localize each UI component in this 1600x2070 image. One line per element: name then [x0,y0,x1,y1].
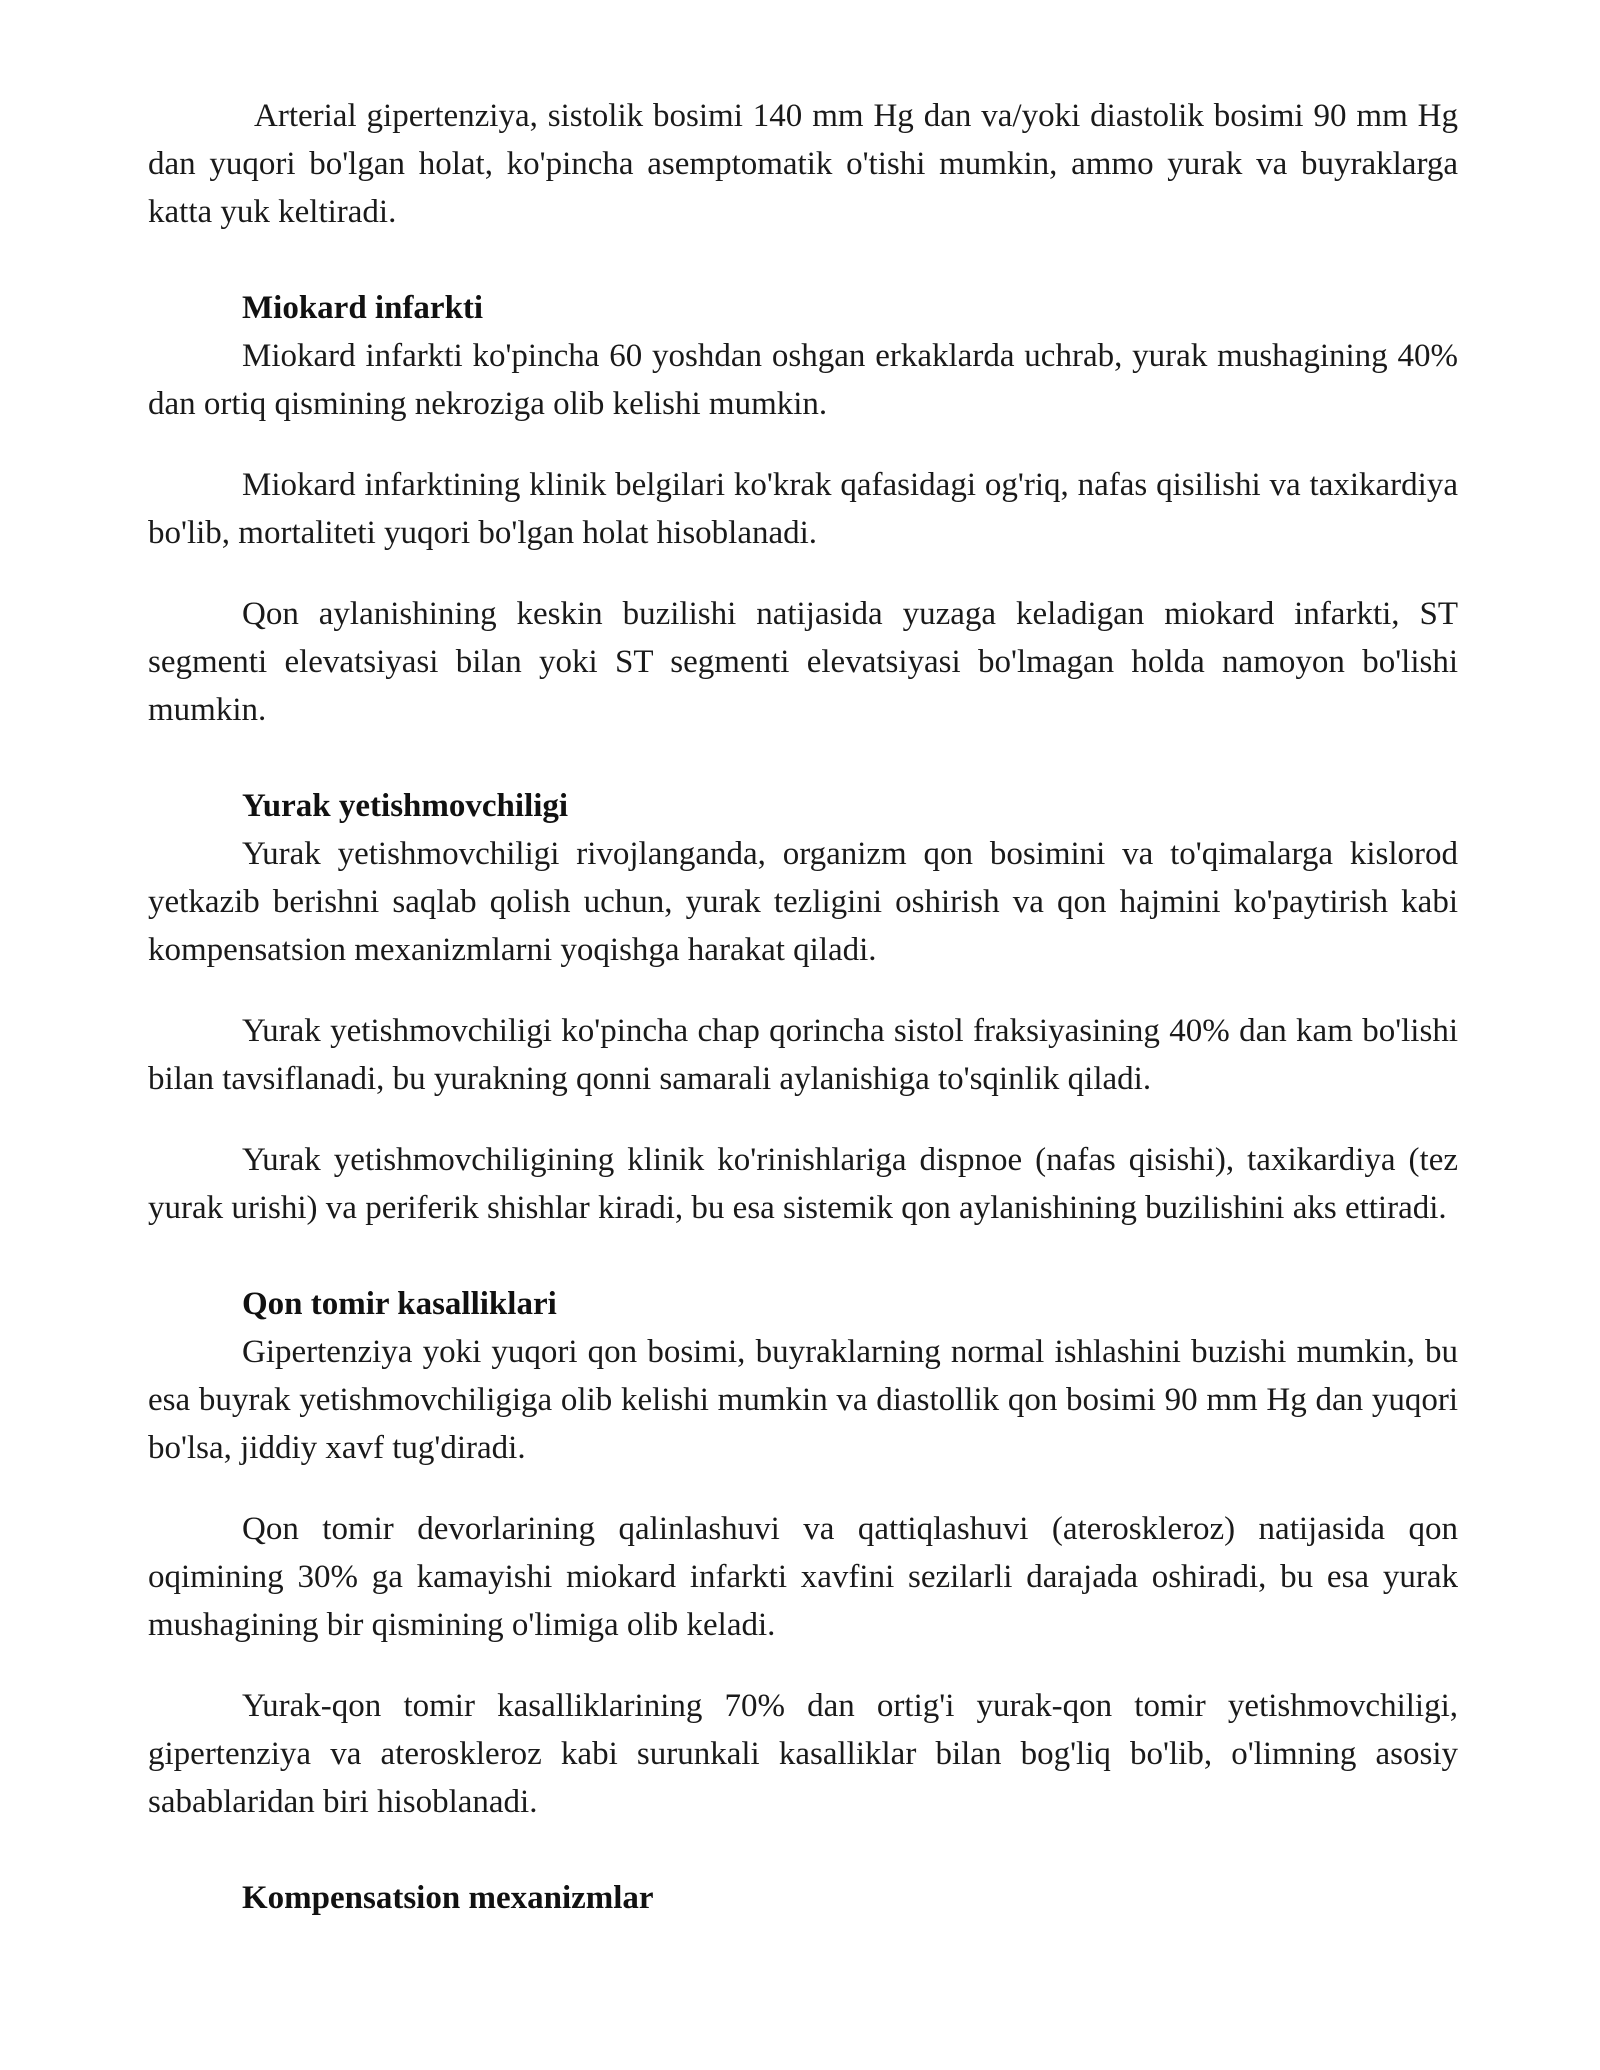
section-heading: Qon tomir kasalliklari [242,1286,557,1322]
paragraph: Miokard infarktining klinik belgilari ko'krak qafasidagi og'riq, nafas qisilishi va taxikardiya bo'lib, mortaliteti yuqori bo'lgan holat hisoblanadi. [148,467,1458,551]
paragraph: Gipertenziya yoki yuqori qon bosimi, buyraklarning normal ishlashini buzishi mumkin, bu esa buyrak yetishmovchiligiga olib kelishi mumkin va diastollik qon bosimi 90 mm Hg dan yuqori bo'lsa, jiddiy xavf tug'diradi. [148,1334,1458,1466]
section-heading: Yurak yetishmovchiligi [242,788,569,824]
paragraph: Yurak yetishmovchiligining klinik ko'rinishlariga dispnoe (nafas qisishi), taxikardiya (tez yurak urishi) va periferik shishlar kiradi, bu esa sistemik qon aylanishining buzilishini aks ettiradi. [148,1142,1458,1226]
section-heading: Miokard infarkti [242,290,484,326]
paragraph: Yurak-qon tomir kasalliklarining 70% dan ortig'i yurak-qon tomir yetishmovchiligi, gipertenziya va ateroskleroz kabi surunkali kasalliklar bilan bog'liq bo'lib, o'limning asosiy sabablaridan biri hisoblanadi. [148,1688,1458,1820]
section-qon-tomir-kasalliklari [148,1280,1458,1826]
section-yurak-yetishmovchiligi [148,782,1458,1232]
paragraph: Qon tomir devorlarining qalinlashuvi va qattiqlashuvi (ateroskleroz) natijasida qon oqimining 30% ga kamayishi miokard infarkti xavfini sezilarli darajada oshiradi, bu esa yurak mushagining bir qismining o'limiga olib keladi. [148,1511,1458,1643]
paragraph: Yurak yetishmovchiligi rivojlanganda, organizm qon bosimini va to'qimalarga kislorod yetkazib berishni saqlab qolish uchun, yurak tezligini oshirish va qon hajmini ko'paytirish kabi kompensatsion mexanizmlarni yoqishga harakat qiladi. [148,836,1458,968]
paragraph: Qon aylanishining keskin buzilishi natijasida yuzaga keladigan miokard infarkti, ST segmenti elevatsiyasi bilan yoki ST segmenti elevatsiyasi bo'lmagan holda namoyon bo'lishi mumkin. [148,596,1458,728]
intro-paragraph: Arterial gipertenziya, sistolik bosimi 140 mm Hg dan va/yoki diastolik bosimi 90 mm Hg dan yuqori bo'lgan holat, ko'pincha asemptomatik o'tishi mumkin, ammo yurak va buyraklarga katta yuk keltiradi. [148,98,1458,230]
document-page [148,92,1458,1922]
section-heading: Kompensatsion mexanizmlar [242,1880,654,1916]
section-kompensatsion-mexanizmlar [148,1874,1458,1922]
paragraph: Miokard infarkti ko'pincha 60 yoshdan oshgan erkaklarda uchrab, yurak mushagining 40% dan ortiq qismining nekroziga olib kelishi mumkin. [148,338,1458,422]
section-miokard-infarkti [148,284,1458,734]
paragraph: Yurak yetishmovchiligi ko'pincha chap qorincha sistol fraksiyasining 40% dan kam bo'lishi bilan tavsiflanadi, bu yurakning qonni samarali aylanishiga to'sqinlik qiladi. [148,1013,1458,1097]
